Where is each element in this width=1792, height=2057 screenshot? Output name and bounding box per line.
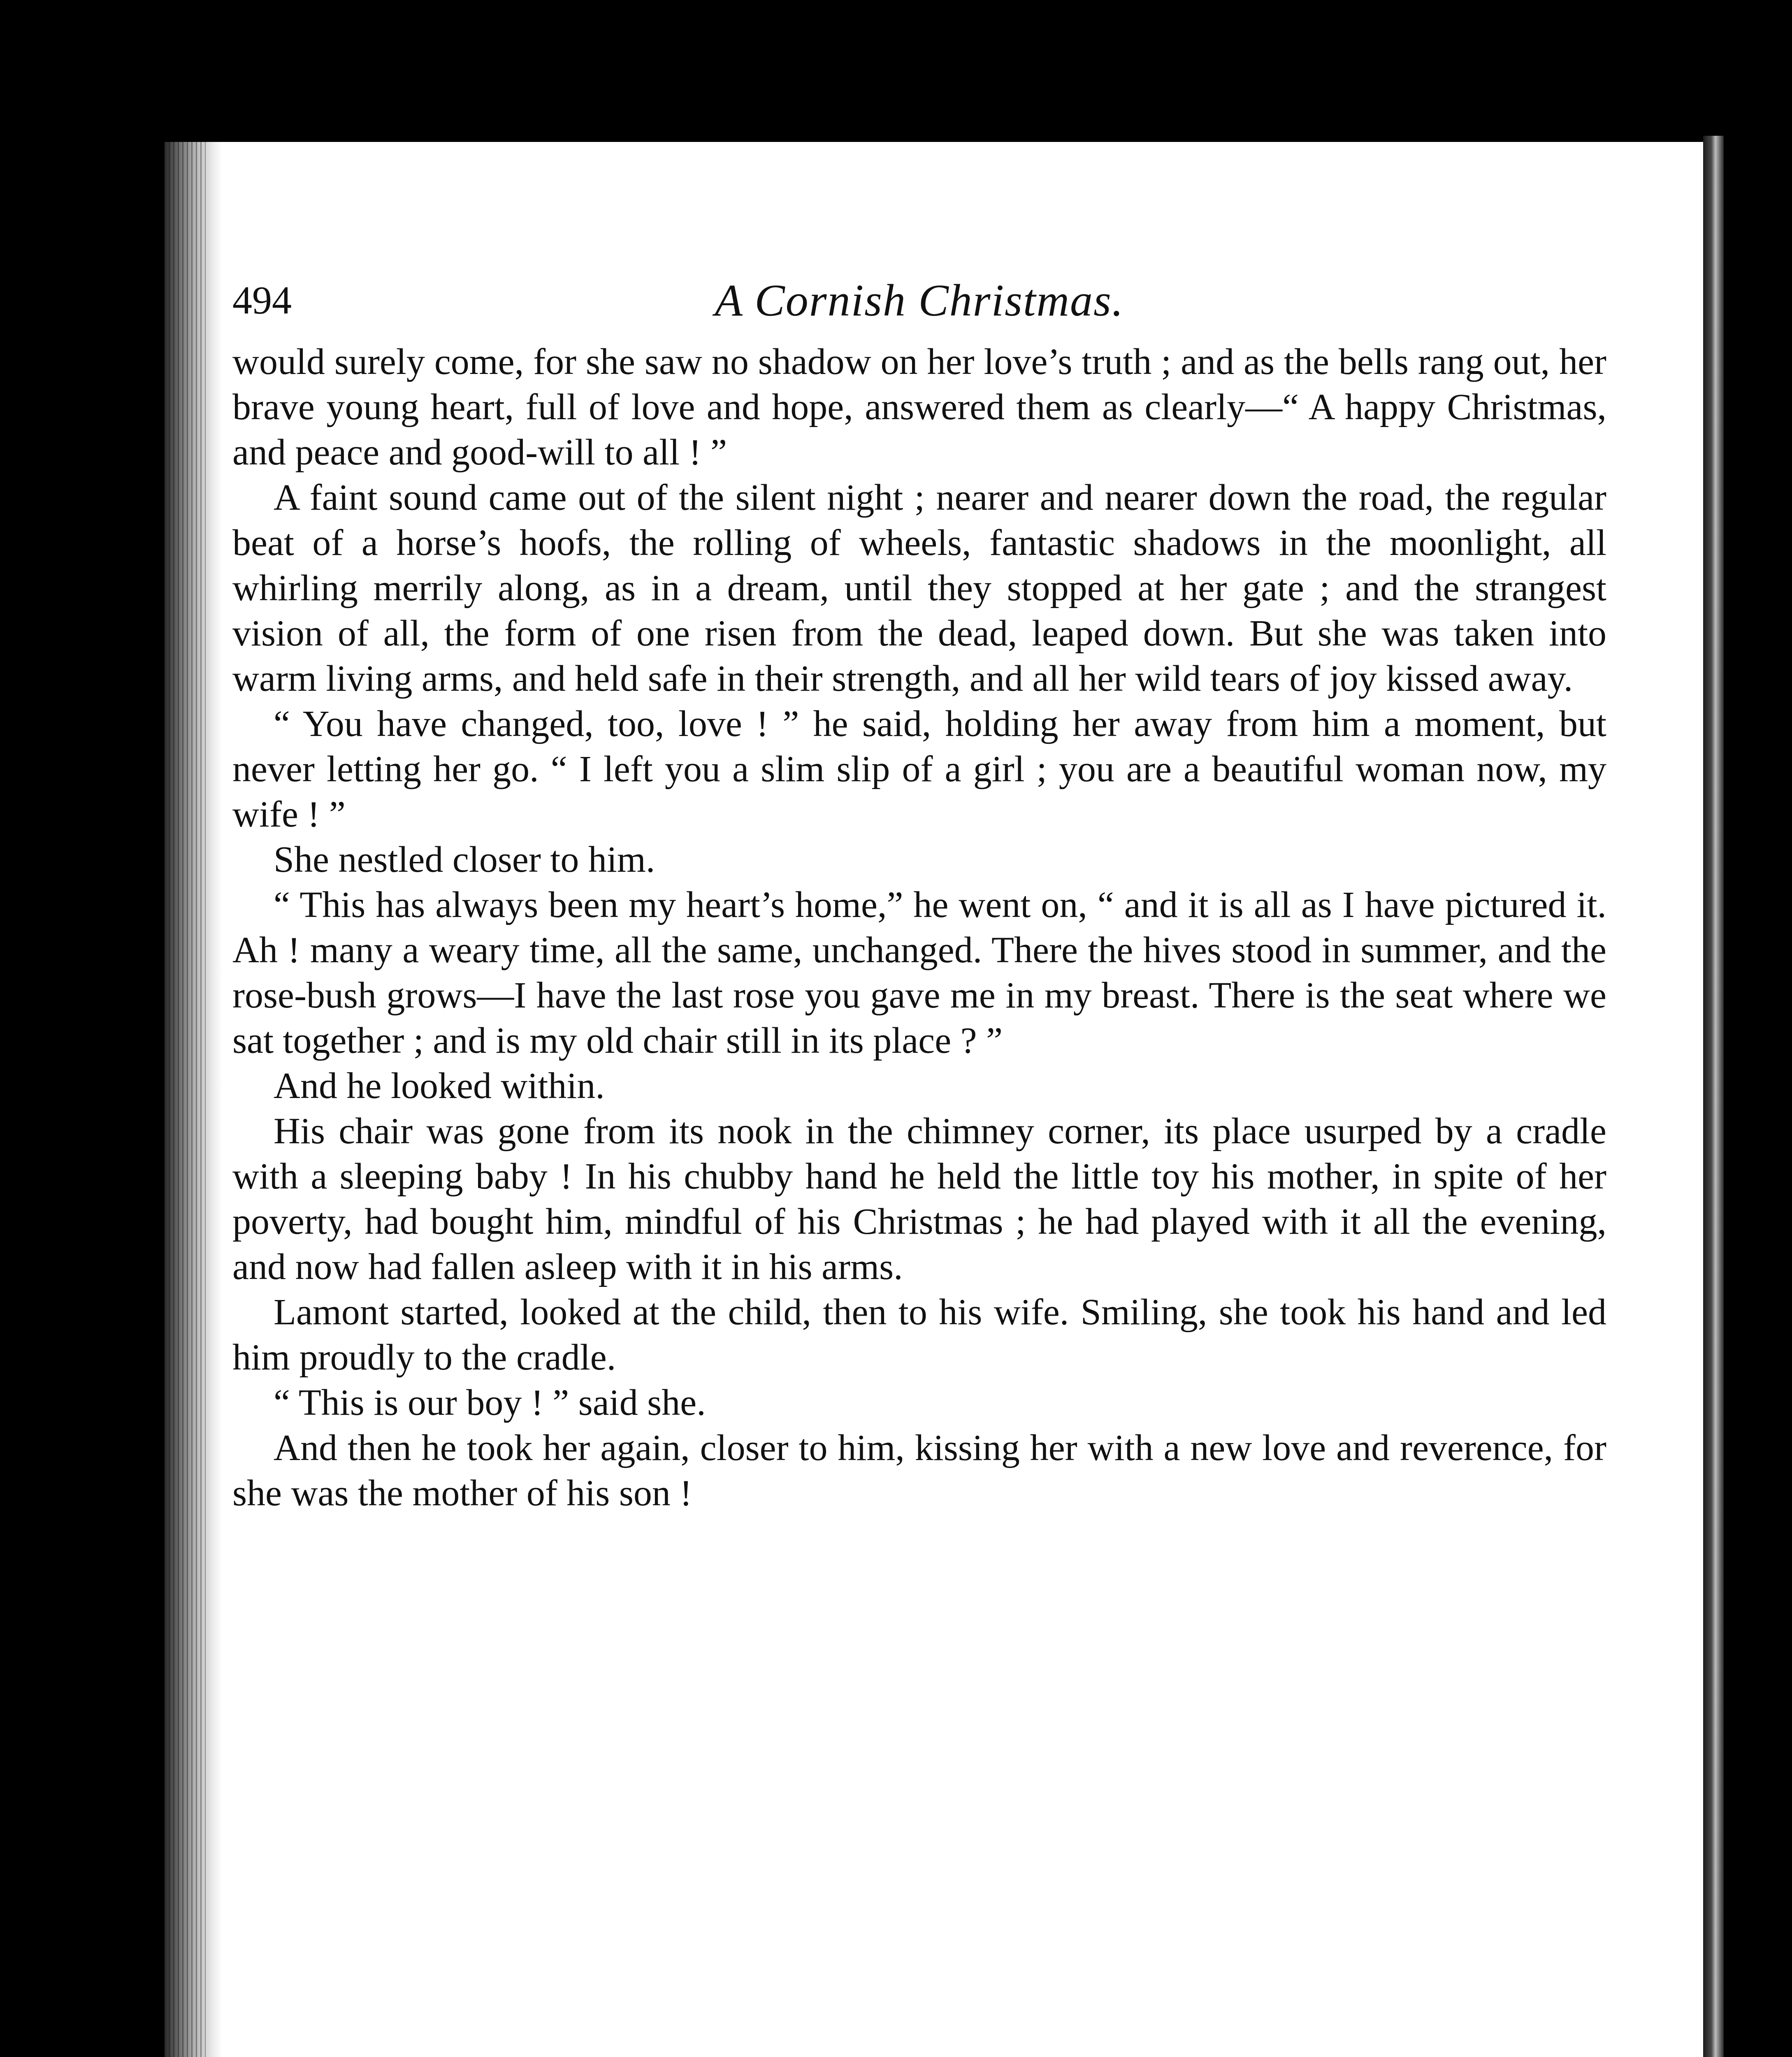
paragraph: A faint sound came out of the silent night ; nearer and nearer down the road, the regular beat of a horse’s hoofs, the rolling of wheels, fantastic shadows in the moonlight, all whirling merrily along, as in a dream, until they stopped at her gate ; and the strangest vision of all, the form of one risen from the dead, leaped down. But she was taken into warm living arms, and held safe in their strength, and all her wild tears of joy kissed away. xyxy=(232,477,1606,699)
right-page-edge xyxy=(1703,136,1724,2057)
paragraph: “ This is our boy ! ” said she. xyxy=(274,1382,706,1423)
paragraph: would surely come, for she saw no shadow on her love’s truth ; and as the bells rang out, her brave young heart, full of love and hope, answered them as clearly—“ A happy Christmas, and peace and good-will to all ! ” xyxy=(232,341,1606,473)
paragraph: Lamont started, looked at the child, then to his wife. Smiling, she took his hand and led him proudly to the cradle. xyxy=(232,1292,1606,1378)
paragraph: His chair was gone from its nook in the chimney corner, its place usurped by a cradle with a sleeping baby ! In his chubby hand he held the little toy his mother, in spite of her poverty, had bought him, mindful of his Christmas ; he had played with it all the evening, and now had fallen asleep with it in his arms. xyxy=(232,1111,1606,1287)
page-header xyxy=(232,272,1606,329)
page-gutter-edges xyxy=(169,142,206,2057)
paragraph: She nestled closer to him. xyxy=(274,839,655,880)
running-title: A Cornish Christmas. xyxy=(715,275,1124,325)
chapter-text xyxy=(232,339,1606,1516)
paragraph: “ This has always been my heart’s home,” he went on, “ and it is all as I have pictured it. Ah ! many a weary time, all the same, unchanged. There the hives stood in summer, and the rose-bush grows—I have the last rose you gave me in my breast. There is the seat where we sat together ; and is my old chair still in its place ? ” xyxy=(232,885,1606,1061)
paragraph: And then he took her again, closer to him, kissing her with a new love and reverence, for she was the mother of his son ! xyxy=(232,1428,1606,1514)
page-number: 494 xyxy=(232,278,292,322)
paragraph: “ You have changed, too, love ! ” he said, holding her away from him a moment, but never letting her go. “ I left you a slim slip of a girl ; you are a beautiful woman now, my wife ! ” xyxy=(232,703,1606,835)
paragraph: And he looked within. xyxy=(274,1066,605,1106)
